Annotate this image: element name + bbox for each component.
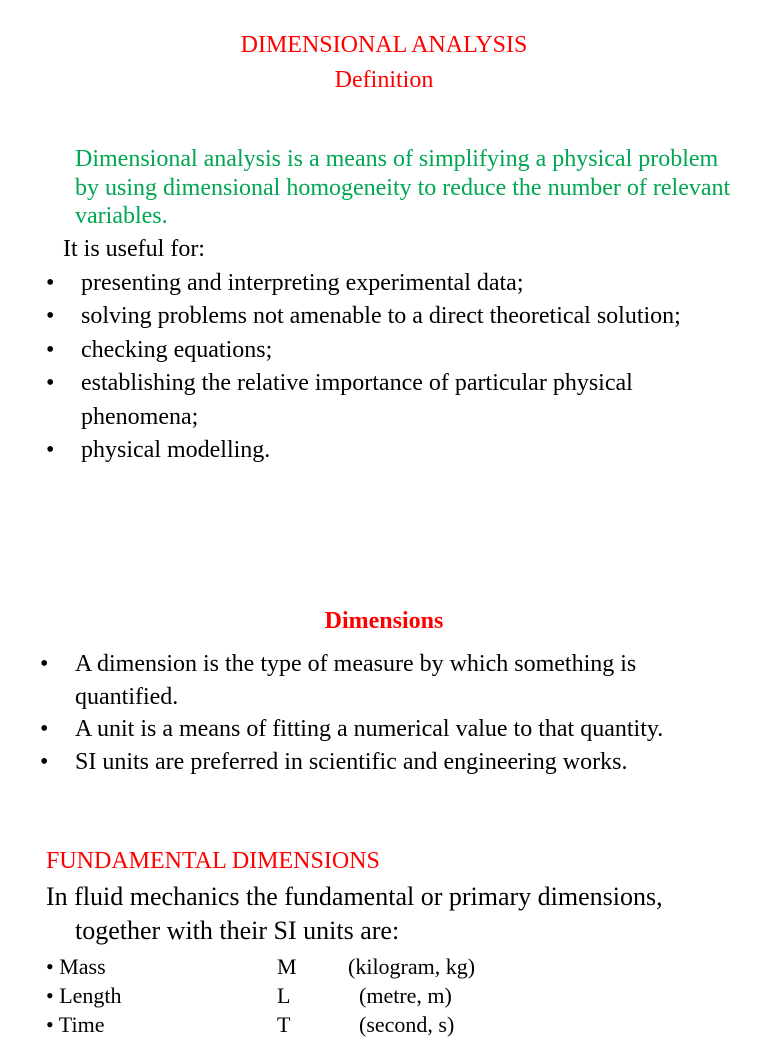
dimension-symbol: L [277, 983, 291, 1008]
bullet-icon: • [40, 651, 49, 677]
fundamental-intro-line2: together with their SI units are: [75, 916, 400, 945]
page-title: DIMENSIONAL ANALYSIS [240, 32, 528, 58]
page-subtitle: Definition [334, 67, 434, 93]
list-item [46, 367, 741, 434]
table-row [46, 952, 746, 981]
bullet-icon: • [40, 748, 49, 775]
fundamental-intro [46, 880, 746, 948]
list-item [40, 713, 735, 746]
dimension-symbol: T [277, 1012, 291, 1037]
dimension-si-unit: (second, s) [348, 1012, 455, 1037]
list-item-text: A unit is a means of fitting a numerical value to that quantity. [75, 716, 664, 742]
list-item [46, 267, 741, 300]
dimension-si-unit: (kilogram, kg) [348, 954, 476, 979]
dimensions-heading: Dimensions [324, 608, 444, 634]
list-item-text: presenting and interpreting experimental data; [81, 270, 524, 296]
table-row [46, 1010, 746, 1039]
dimensions-list [40, 648, 735, 778]
table-row [46, 981, 746, 1010]
definition-paragraph: Dimensional analysis is a means of simplifying a physical problem by using dimensional homogeneity to reduce the number of relevant variables. [75, 146, 731, 229]
bullet-icon: • [46, 303, 55, 330]
list-item [46, 300, 741, 333]
dimension-name: • Mass [46, 954, 106, 979]
fundamental-intro-line1: In fluid mechanics the fundamental or primary dimensions, [46, 882, 663, 911]
dimension-name: • Time [46, 1012, 105, 1037]
dimension-si-unit: (metre, m) [348, 983, 452, 1008]
dimension-symbol: M [277, 954, 297, 979]
list-item-text: checking equations; [81, 336, 273, 363]
list-item [46, 434, 741, 467]
bullet-icon: • [46, 336, 55, 363]
list-item-text: SI units are preferred in scientific and engineering works. [75, 748, 628, 775]
list-item [46, 334, 741, 367]
bullet-icon: • [46, 437, 55, 464]
fundamental-heading: FUNDAMENTAL DIMENSIONS [46, 848, 380, 874]
list-item [40, 746, 735, 779]
uses-intro: It is useful for: [63, 236, 205, 262]
bullet-icon: • [46, 270, 55, 296]
list-item-text: solving problems not amenable to a direct theoretical solution; [81, 303, 681, 330]
list-item-text: physical modelling. [81, 437, 271, 464]
list-item-text: A dimension is the type of measure by which something is quantified. [75, 651, 637, 710]
dimension-name: • Length [46, 983, 122, 1008]
list-item-text: establishing the relative importance of particular physical phenomena; [81, 370, 633, 430]
uses-list [46, 267, 741, 467]
bullet-icon: • [40, 716, 49, 742]
bullet-icon: • [46, 370, 55, 397]
list-item [40, 648, 735, 713]
